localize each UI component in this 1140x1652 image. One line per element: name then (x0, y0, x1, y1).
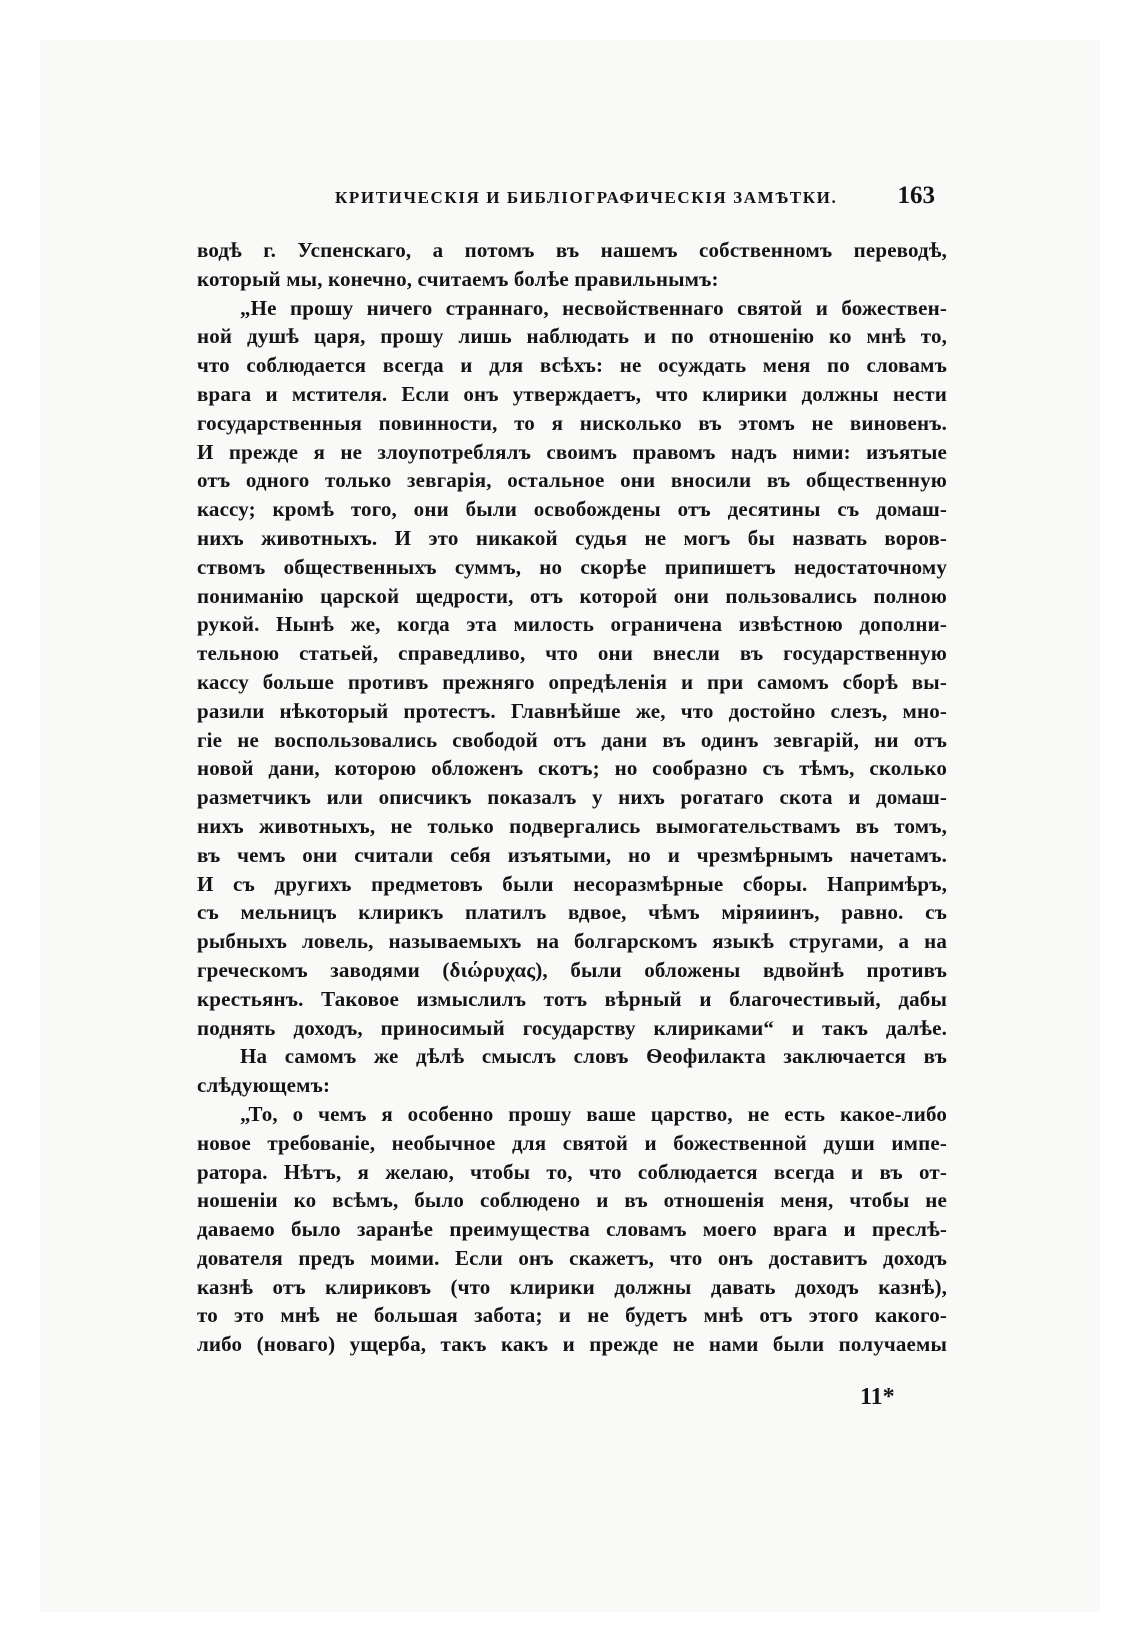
text-line: ной душѣ царя, прошу лишь наблюдать и по отношенію ко мнѣ то, (197, 324, 947, 349)
text-line: „То, о чемъ я особенно прошу ваше царство, не есть какое-либо (240, 1101, 947, 1126)
text-line: греческомъ заводями (διώρυχας), были обложены вдвойнѣ противъ (197, 957, 947, 982)
page-number: 163 (897, 182, 935, 209)
text-line: новое требованіе, необычное для святой и божественной души импе- (197, 1130, 947, 1155)
text-line: рыбныхъ ловель, называемыхъ на болгарскомъ языкѣ стругами, а на (197, 929, 947, 954)
text-line: ствомъ общественныхъ суммъ, но скорѣе припишетъ недостаточному (197, 554, 947, 579)
running-title: КРИТИЧЕСКІЯ И БИБЛІОГРАФИЧЕСКІЯ ЗАМѢТКИ. (335, 188, 838, 207)
body-text (197, 236, 947, 1359)
text-line: съ мельницъ клирикъ платилъ вдвое, чѣмъ міряиинъ, равно. съ (197, 900, 947, 925)
text-line: ношеніи ко всѣмъ, было соблюдено и въ отношенія меня, чтобы не (197, 1188, 947, 1213)
page-header (335, 182, 935, 218)
text-line: кассу; кромѣ того, они были освобождены отъ десятины съ домаш- (197, 497, 947, 522)
text-line: И съ другихъ предметовъ были несоразмѣрные сборы. Напримѣръ, (197, 871, 947, 896)
text-line: разили нѣкоторый протестъ. Главнѣйше же, что достойно слезъ, мно- (197, 698, 947, 723)
text-line: дователя предъ моими. Если онъ скажетъ, что онъ доставитъ доходъ (197, 1245, 947, 1270)
text-line: На самомъ же дѣлѣ смыслъ словъ Ѳеофилакта заключается въ (240, 1044, 947, 1069)
text-line: что соблюдается всегда и для всѣхъ: не осуждать меня по словамъ (197, 353, 947, 378)
text-line: новой дани, которою обложенъ скотъ; но сообразно съ тѣмъ, сколько (197, 756, 947, 781)
text-line: либо (новаго) ущерба, такъ какъ и прежде не нами были получаемы (197, 1332, 947, 1357)
text-line: который мы, конечно, считаемъ болѣе правильнымъ: (197, 266, 719, 291)
text-line: нихъ животныхъ, не только подвергались вымогательствамъ въ томъ, (197, 813, 947, 838)
text-line: И прежде я не злоупотреблялъ своимъ правомъ надъ ними: изъятые (197, 439, 947, 464)
signature-mark: 11* (860, 1384, 895, 1410)
text-line: отъ одного только зевгарія, остальное они вносили въ общественную (197, 468, 947, 493)
text-line: водѣ г. Успенскаго, а потомъ въ нашемъ собственномъ переводѣ, (197, 238, 947, 262)
text-line: нихъ животныхъ. И это никакой судья не могъ бы назвать воров- (197, 525, 947, 550)
text-line: въ чемъ они считали себя изъятыми, но и чрезмѣрнымъ начетамъ. (197, 842, 947, 867)
text-line: казнѣ отъ клириковъ (что клирики должны давать доходъ казнѣ), (197, 1274, 947, 1299)
text-line: врага и мстителя. Если онъ утверждаетъ, что клирики должны нести (197, 381, 947, 406)
text-line: кассу больше противъ прежняго опредѣленія и при самомъ сборѣ вы- (197, 669, 947, 694)
text-line: гіе не воспользовались свободой отъ дани въ одинъ зевгарій, ни отъ (197, 727, 947, 752)
text-line: „Не прошу ничего страннаго, несвойственнаго святой и божествен- (240, 295, 947, 320)
text-line: слѣдующемъ: (197, 1073, 331, 1098)
text-line: ратора. Нѣтъ, я желаю, чтобы то, что соблюдается всегда и въ от- (197, 1159, 947, 1184)
text-line: даваемо было заранѣе преимущества словамъ моего врага и преслѣ- (197, 1217, 947, 1242)
text-line: государственныя повинности, то я нисколько въ этомъ не виновенъ. (197, 410, 947, 435)
text-line: разметчикъ или описчикъ показалъ у нихъ рогатаго скота и домаш- (197, 785, 947, 810)
text-line: то это мнѣ не большая забота; и не будетъ мнѣ отъ этого какого- (197, 1303, 947, 1328)
text-line: тельною статьей, справедливо, что они внесли въ государственную (197, 641, 947, 666)
text-line: пониманію царской щедрости, отъ которой они пользовались полною (197, 583, 947, 608)
text-line: поднять доходъ, приносимый государству клириками“ и такъ далѣе. (197, 1015, 947, 1040)
text-line: крестьянъ. Таковое измыслилъ тотъ вѣрный и благочестивый, дабы (197, 986, 947, 1011)
text-line: рукой. Нынѣ же, когда эта милость ограничена извѣстною дополни- (197, 612, 947, 637)
